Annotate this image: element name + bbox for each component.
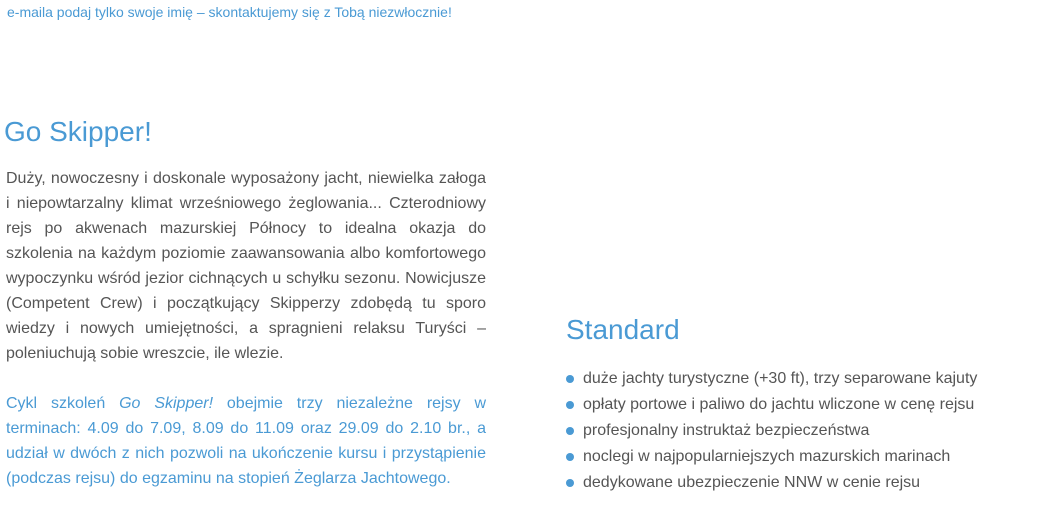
- feature-item: [566, 418, 1036, 444]
- contact-note: e-maila podaj tylko swoje imię – skontaktujemy się z Tobą niezwłocznie!: [7, 4, 452, 20]
- bullet-icon: [566, 401, 574, 409]
- feature-label: noclegi w najpopularniejszych mazurskich marinach: [583, 448, 951, 465]
- feature-item: [566, 392, 1036, 418]
- go-skipper-section: [6, 112, 486, 491]
- go-skipper-description: Duży, nowoczesny i doskonale wyposażony jacht, niewielka załoga i niepowtarzalny klimat wrześniowego żeglowania... Czterodniowy rejs po akwenach mazurskiej Północy to idealna okazja do szkolenia na każdym poziomie zaawansowania albo komfortowego wypoczynku wśród jezior cichnących u schyłku sezonu. Nowicjusze (Competent Crew) i początkujący Skipperzy zdobędą tu sporo wiedzy i nowych umiejętności, a spragnieni relaksu Turyści – poleniuchują sobie wreszcie, ile wlezie.: [6, 170, 486, 362]
- feature-label: duże jachty turystyczne (+30 ft), trzy separowane kajuty: [583, 370, 978, 387]
- bullet-icon: [566, 453, 574, 461]
- cycle-info: [6, 391, 486, 491]
- feature-label: opłaty portowe i paliwo do jachtu wliczone w cenę rejsu: [583, 396, 975, 413]
- cycle-name: Go Skipper!: [119, 395, 214, 412]
- feature-label: profesjonalny instruktaż bezpieczeństwa: [583, 422, 870, 439]
- feature-item: [566, 470, 1036, 496]
- standard-section: [566, 310, 1036, 496]
- feature-item: [566, 366, 1036, 392]
- go-skipper-title: Go Skipper!: [4, 116, 152, 147]
- cycle-suffix: obejmie trzy niezależne rejsy w terminach: 4.09 do 7.09, 8.09 do 11.09 oraz 29.09 do 2.10 br., a udział w dwóch z nich pozwoli na ukończenie kursu i przystąpienie (podczas rejsu) do egzaminu na stopień Żeglarza Jachtowego.: [6, 395, 487, 487]
- feature-label: dedykowane ubezpieczenie NNW w cenie rejsu: [583, 474, 921, 491]
- standard-title: Standard: [566, 314, 680, 345]
- bullet-icon: [566, 427, 574, 435]
- cycle-prefix: Cykl szkoleń: [6, 395, 120, 412]
- bullet-icon: [566, 375, 574, 383]
- bullet-icon: [566, 479, 574, 487]
- standard-feature-list: [566, 366, 1036, 496]
- feature-item: [566, 444, 1036, 470]
